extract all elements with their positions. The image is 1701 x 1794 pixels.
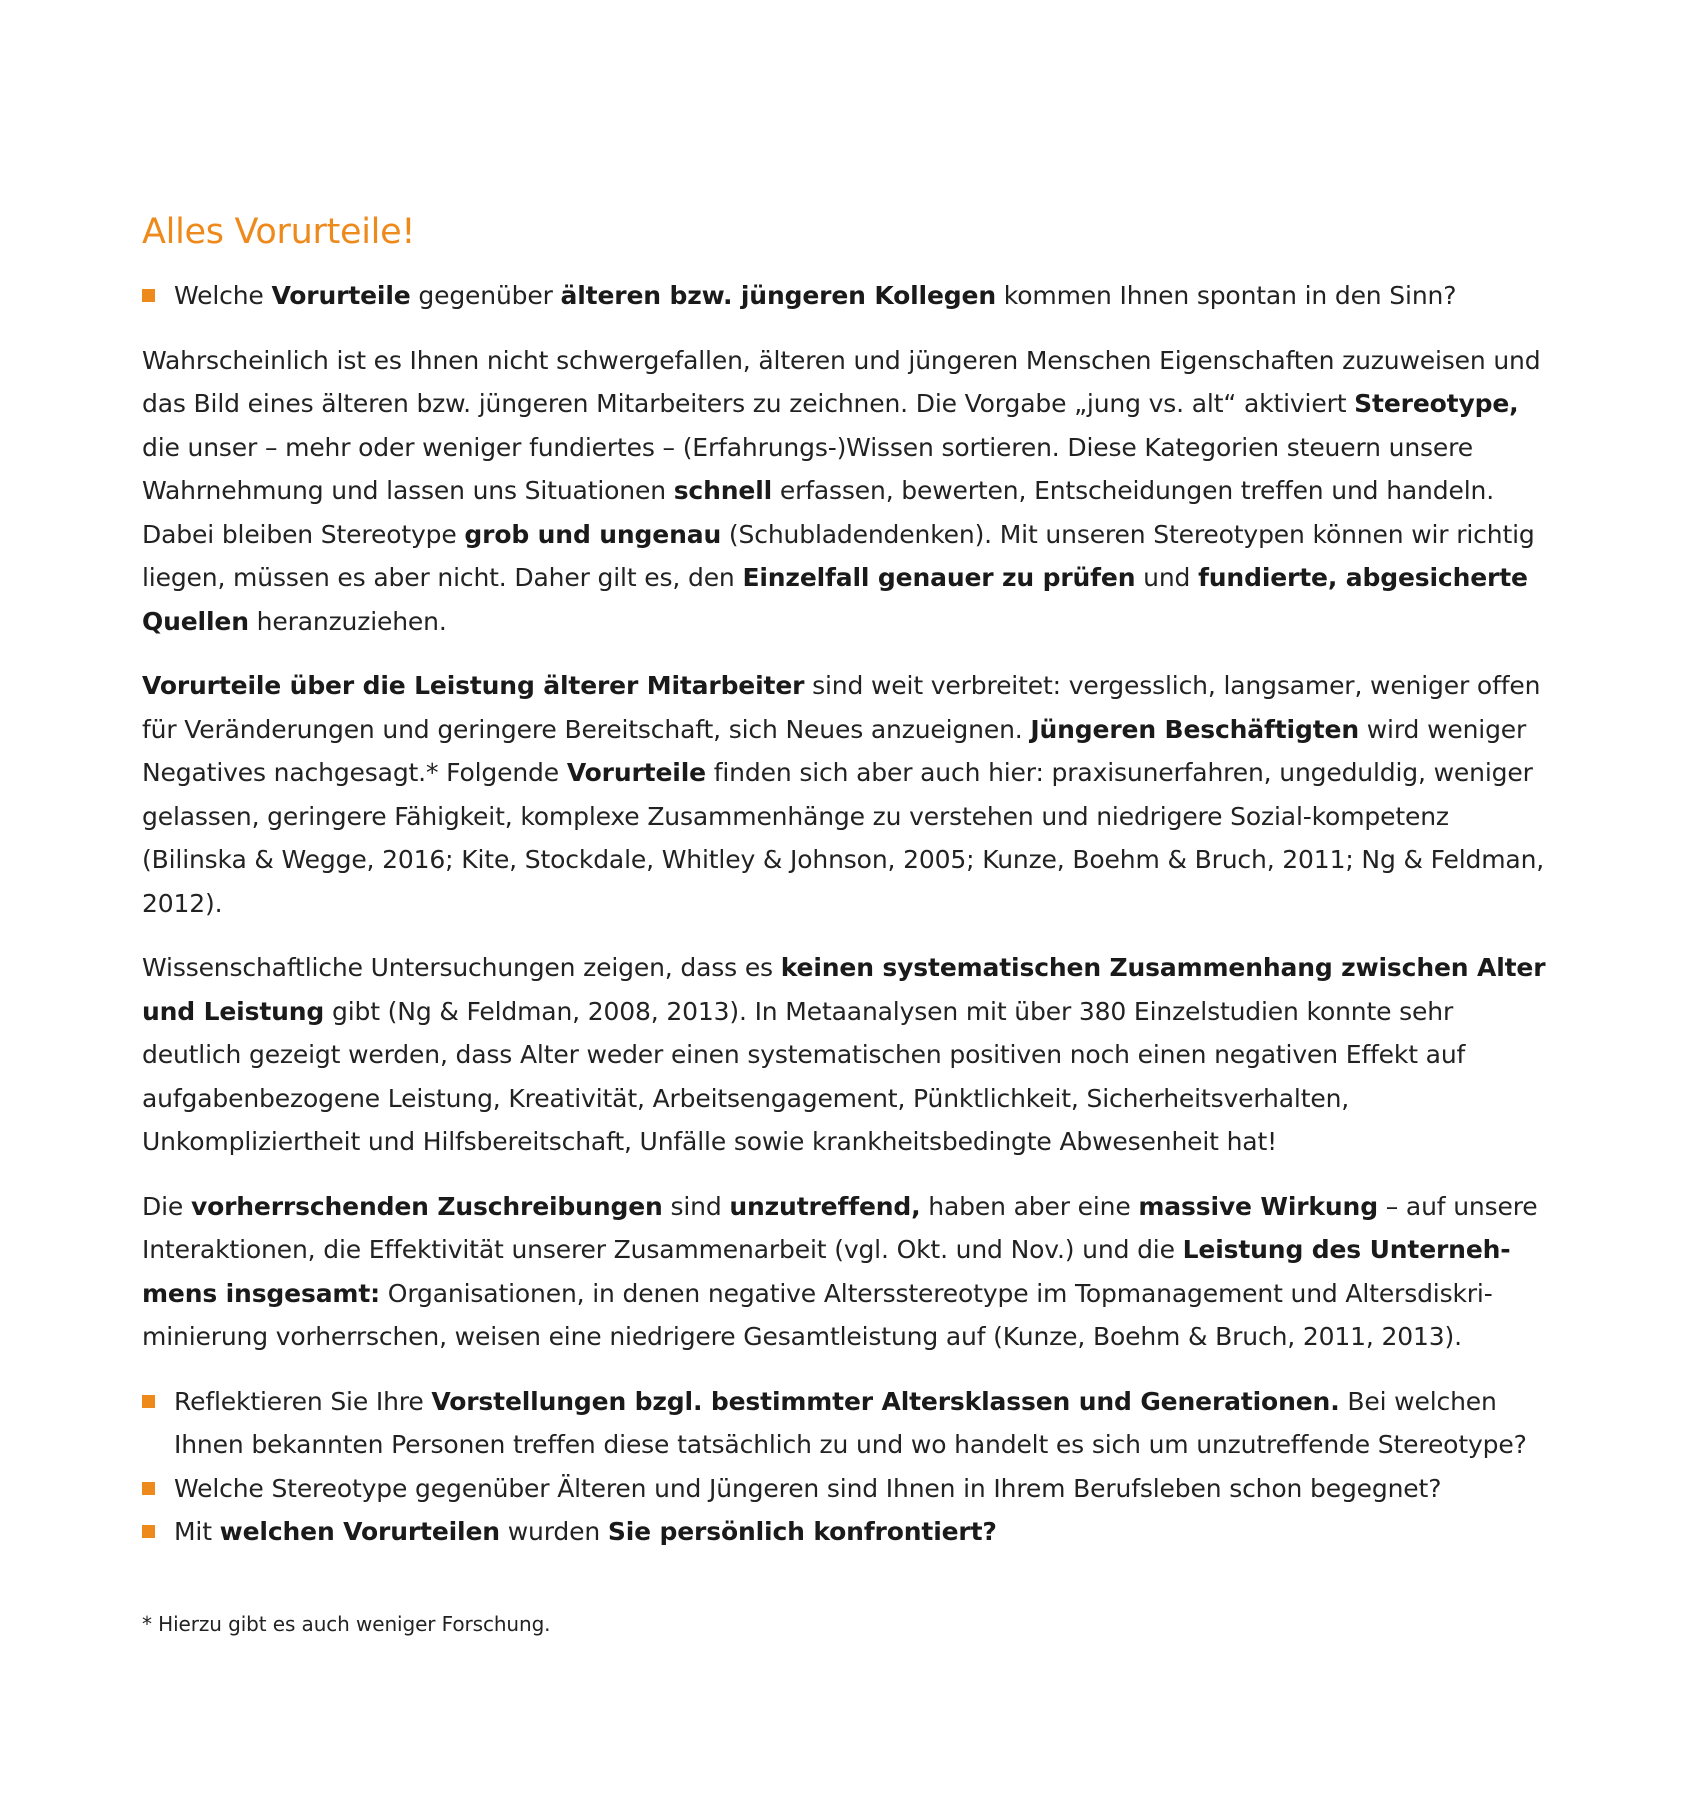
text: sind weit verbreitet: vergesslich, langsamer, weniger offen für Veränderungen und geringere Bereitschaft, sich Neues anzueignen. [142,671,1541,744]
orange-square-icon [142,1482,155,1495]
paragraph-effects [142,1185,1560,1359]
bold-text: Einzelfall genauer zu prüfen [742,563,1136,592]
text: die unser – mehr oder weniger fundiertes – (Erfahrungs-)Wissen sortieren. Diese Kategorien steuern unsere Wahrnehmung und lassen uns Situationen [142,432,1473,505]
text: Wahrscheinlich ist es Ihnen nicht schwergefallen, älteren und jüngeren Menschen Eigenschaften zuzuweisen und das Bild eines älteren bzw. jüngeren Mitarbeiters zu zeichnen. Die Vorgabe „jung vs. alt“ aktiviert [142,345,1541,418]
text: wurden [499,1517,608,1546]
text: Wissenschaftliche Untersuchungen zeigen, dass es [142,953,781,982]
text: Bei welchen Ihnen bekannten Personen treffen diese tatsächlich zu und wo handelt es sich um unzutreffende Stereotype? [174,1386,1527,1459]
bold-text: Vorurteile [566,758,706,787]
bold-text: Sie persönlich konfrontiert? [607,1517,997,1546]
text: gibt (Ng & Feldman, 2008, 2013). In Metaanalysen mit über 380 Einzelstudien konnte sehr deutlich gezeigt werden, dass Alter weder einen systematischen positiven noch einen negativen Effekt auf aufgabenbezogene Leistung, Kreativität, Arbeitsengagement, Pünktlichkeit, Sicherheitsverhalten, Unkompliziertheit und Hilfsbereitschaft, Unfälle sowie krankheitsbedingte Abwesenheit hat! [142,996,1466,1156]
text: Mit [174,1517,220,1546]
text: und [1135,563,1199,592]
text: sind [662,1191,730,1221]
bold-text: älteren bzw. jüngeren Kollegen [560,281,996,310]
footnote: * Hierzu gibt es auch weniger Forschung. [142,1612,551,1636]
text: wird weniger Negatives nachgesagt.* Folgende [142,714,1527,787]
orange-square-icon [142,289,155,302]
bold-text: welchen Vorurteilen [219,1517,500,1546]
paragraph-stereotypes [142,339,1560,644]
question-1 [142,274,1560,318]
bold-text: Leistung des Unterneh-mens insgesamt: [142,1235,1511,1308]
text: finden sich aber auch hier: praxisunerfahren, ungeduldig, weniger gelassen, geringere Fähigkeit, komplexe Zusammenhänge zu verstehen und niedrigere Sozial-kompetenz (Bilinska & Wegge, 2016; Kite, Stockdale, Whitley & Johnson, 2005; Kunze, Boehm & Bruch, 2011; Ng & Feldman, 2012). [142,758,1545,918]
paragraph-research [142,946,1560,1164]
text: erfassen, bewerten, Entscheidungen treffen und handeln. Dabei bleiben Stereotype [142,476,1494,549]
bold-text: vorherrschenden Zuschreibungen [190,1191,663,1221]
bold-text: schnell [673,476,773,505]
bold-text: grob und ungenau [464,519,722,549]
bold-text: keinen systematischen Zusammenhang zwischen Alter und Leistung [142,953,1546,1026]
text: Reflektieren Sie Ihre [174,1386,432,1416]
question-2 [142,1380,1560,1467]
bold-text: Vorstellungen bzgl. bestimmter Altersklassen und Generationen. [431,1386,1340,1416]
paragraph-prejudices [142,664,1560,925]
text: haben aber eine [920,1191,1139,1221]
text: Welche [174,281,272,310]
bold-text: Vorurteile über die Leistung älterer Mitarbeiter [142,671,805,700]
bold-text: unzutreffend, [729,1191,921,1221]
text: kommen Ihnen spontan in den Sinn? [995,281,1457,310]
text: gegenüber [410,281,561,310]
bold-text: Stereotype, [1354,389,1519,418]
bold-text: Vorurteile [271,281,411,310]
page-title: Alles Vorurteile! [142,212,416,252]
bold-text: massive Wirkung [1138,1191,1378,1221]
text: (Schubladendenken). Mit unseren Stereotypen können wir richtig liegen, müssen es aber nicht. Daher gilt es, den [142,519,1535,592]
question-3 [142,1467,1560,1511]
text: Die [142,1191,191,1221]
orange-square-icon [142,1525,155,1538]
text: heranzuziehen. [248,606,447,636]
text: Organisationen, in denen negative Altersstereotype im Topmanagement und Altersdiskri-minierung vorherrschen, weisen eine niedrigere Gesamtleistung auf (Kunze, Boehm & Bruch, 2011, 2013). [142,1278,1493,1351]
bold-text: fundierte, abgesicherte Quellen [142,563,1528,636]
question-4 [142,1510,1560,1554]
text: Welche Stereotype gegenüber Älteren und Jüngeren sind Ihnen in Ihrem Berufsleben schon begegnet? [174,1473,1442,1503]
bold-text: Jüngeren Beschäftigten [1030,714,1359,744]
orange-square-icon [142,1395,155,1408]
content [142,208,1560,1554]
text: – auf unsere Interaktionen, die Effektivität unserer Zusammenarbeit (vgl. Okt. und Nov.) und die [142,1191,1538,1264]
